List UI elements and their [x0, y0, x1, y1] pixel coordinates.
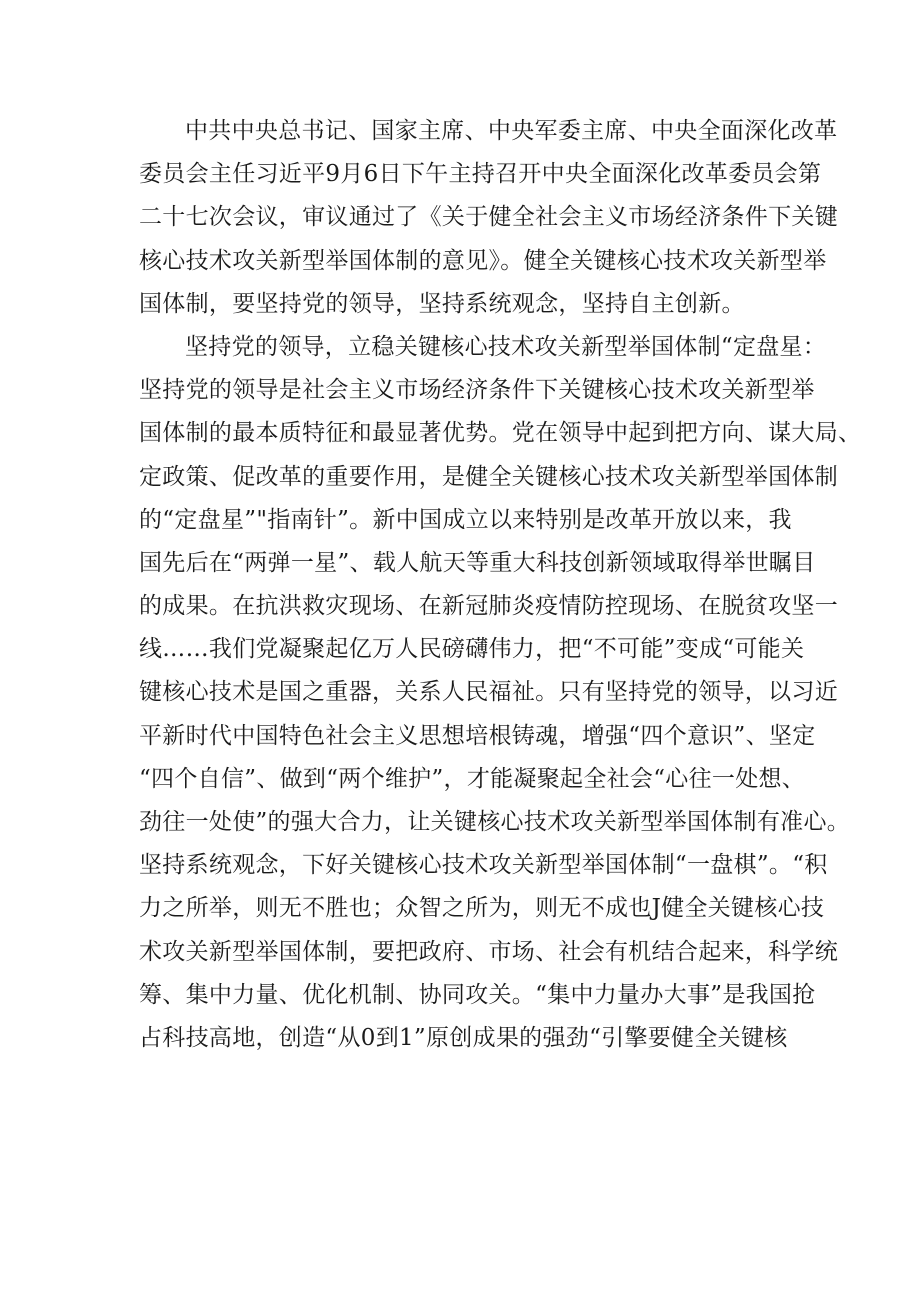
text-line: 坚持党的领导，立稳关键核心技术攻关新型举国体制“定盘星： — [185, 333, 827, 360]
text-line: 国体制的最本质特征和最显著优势。党在领导中起到把方向、谋大局、 — [139, 420, 862, 447]
text-line: 力之所举，则无不胜也；众智之所为，则无不成也J健全关键核心技 — [139, 895, 825, 922]
text-line: 委员会主任习近平9月6日下午主持召开中央全面深化改革委员会第 — [139, 161, 822, 188]
text-line: 核心技术攻关新型举国体制的意见》。健全关键核心技术攻关新型举 — [139, 247, 827, 274]
text-line: 定政策、促改革的重要作用，是健全关键核心技术攻关新型举国体制 — [139, 463, 838, 490]
text-line: 国体制，要坚持党的领导，坚持系统观念，坚持自主创新。 — [139, 290, 745, 317]
text-line: 坚持党的领导是社会主义市场经济条件下关键核心技术攻关新型举 — [139, 377, 815, 404]
text-line: 国先后在“两弹一星”、载人航天等重大科技创新领域取得举世瞩目 — [139, 549, 816, 576]
text-line: 二十七次会议，审议通过了《关于健全社会主义市场经济条件下关键 — [139, 204, 838, 231]
text-line: “四个自信”、做到“两个维护”，才能凝聚起全社会“心往一处想、 — [139, 765, 806, 792]
text-line: 术攻关新型举国体制，要把政府、市场、社会有机结合起来，科学统 — [139, 938, 838, 965]
text-line: 劲往一处使”的强大合力，让关键核心技术攻关新型举国体制有准心。 — [139, 809, 851, 835]
text-line: 中共中央总书记、国家主席、中央军委主席、中央全面深化改革 — [185, 118, 838, 144]
text-line: 坚持系统观念，下好关键核心技术攻关新型举国体制“一盘棋”。“积 — [139, 852, 828, 879]
text-line: 线……我们党凝聚起亿万人民磅礴伟力，把“不可能”变成“可能关 — [139, 636, 805, 663]
text-line: 平新时代中国特色社会主义思想培根铸魂，增强“四个意识”、坚定 — [139, 722, 816, 749]
body-text — [139, 110, 862, 1060]
text-line: 的成果。在抗洪救灾现场、在新冠肺炎疫情防控现场、在脱贫攻坚一 — [139, 593, 838, 620]
text-line: 的“定盘星”"指南针”。新中国成立以来特别是改革开放以来，我 — [139, 506, 792, 533]
text-line: 键核心技术是国之重器，关系人民福祉。只有坚持党的领导，以习近 — [139, 679, 838, 706]
text-line: 占科技高地，创造“从0到1”原创成果的强劲“引擎要健全关键核 — [139, 1024, 788, 1051]
text-line: 筹、集中力量、优化机制、协同攻关。“集中力量办大事”是我国抢 — [139, 981, 816, 1008]
